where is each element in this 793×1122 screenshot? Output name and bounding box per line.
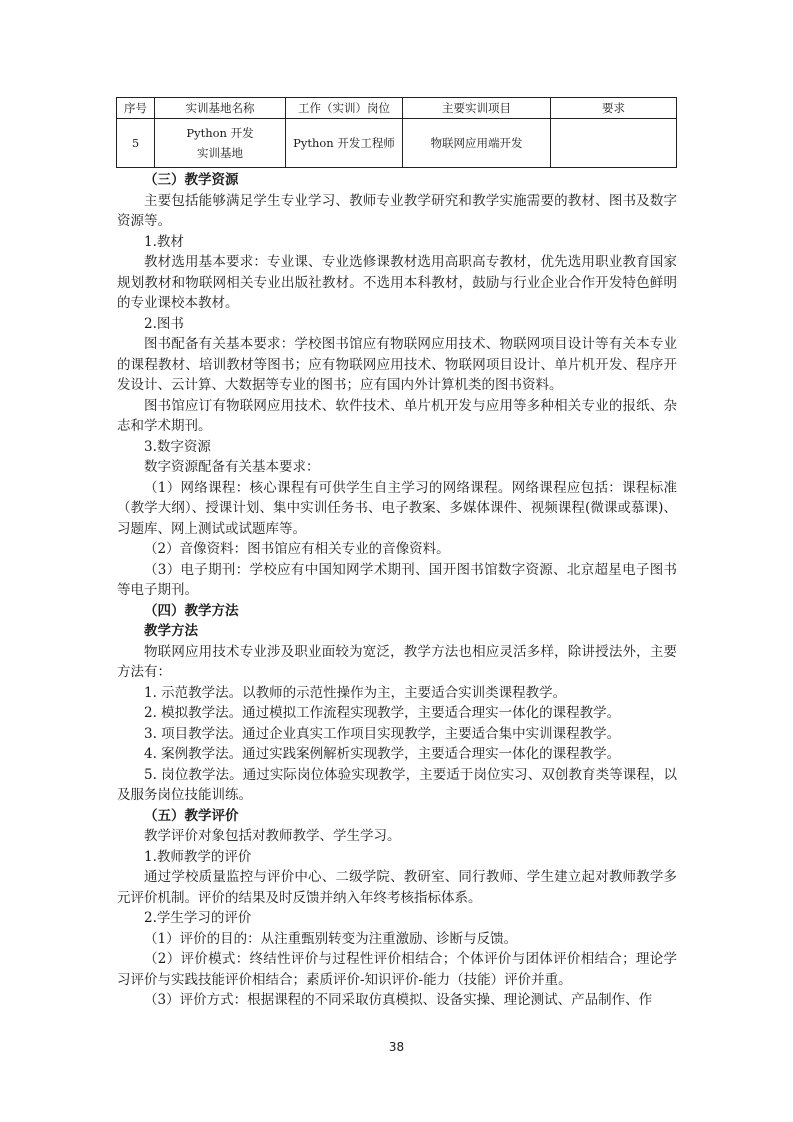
list-item: 1. 示范教学法。以教师的示范性操作为主，主要适合实训类课程教学。: [144, 684, 567, 701]
section-heading-resources: （三）教学资源: [144, 172, 239, 188]
subheading-teacher-evaluation: 1.教师教学的评价: [144, 848, 252, 865]
body-text: [117, 170, 677, 1011]
paragraph: 图书馆应订有物联网应用技术、软件技术、单片机开发与应用等多种相关专业的报纸、杂志和学术期刊。: [117, 397, 677, 434]
section-heading-methods: （四）教学方法: [144, 602, 239, 619]
subheading-student-evaluation: 2.学生学习的评价: [144, 910, 252, 926]
list-item: （1）网络课程：核心课程有可供学生自主学习的网络课程。网络课程应包括：课程标准（教学大纲）、授课计划、集中实训任务书、电子教案、多媒体课件、视频课程(微课或慕课)、习题库、网上测试或试题库等。: [117, 479, 677, 537]
table-row: [117, 119, 677, 168]
cell-requirement: [551, 119, 677, 168]
list-item: 2. 模拟教学法。通过模拟工作流程实现教学，主要适合理实一体化的课程教学。: [144, 705, 621, 721]
paragraph: 教材选用基本要求：专业课、专业选修课教材选用高职高专教材，优先选用职业教育国家规划教材和物联网相关专业出版社教材。不选用本科教材，鼓励与行业企业合作开发特色鲜明的专业课校本教材。: [117, 254, 677, 311]
paragraph: 物联网应用技术专业涉及职业面较为宽泛，教学方法也相应灵活多样，除讲授法外，主要方法有：: [117, 643, 677, 680]
header-base-name: 实训基地名称: [155, 98, 286, 119]
subheading-methods: 教学方法: [144, 623, 198, 639]
list-item: （3）评价方式：根据课程的不同采取仿真模拟、设备实操、理论测试、产品制作、作: [144, 992, 653, 1008]
list-item: 5. 岗位教学法。通过实际岗位体验实现教学，主要适于岗位实习、双创教育类等课程，以及服务岗位技能训练。: [117, 766, 677, 803]
header-no: 序号: [117, 98, 155, 119]
paragraph: 通过学校质量监控与评价中心、二级学院、教研室、同行教师、学生建立起对教师教学多元评价机制。评价的结果及时反馈并纳入年终考核指标体系。: [117, 869, 677, 906]
cell-no: 5: [117, 119, 155, 168]
subheading-textbooks: 1.教材: [144, 233, 184, 250]
section-heading-evaluation: （五）教学评价: [144, 807, 239, 824]
training-base-table: [116, 97, 677, 168]
page-number: 38: [388, 1040, 405, 1054]
subheading-digital-resources: 3.数字资源: [144, 438, 211, 455]
cell-base-name-line1: Python 开发: [186, 126, 254, 140]
paragraph: 教学评价对象包括对教师教学、学生学习。: [144, 828, 401, 844]
cell-base-name-line2: 实训基地: [197, 146, 243, 160]
paragraph: 主要包括能够满足学生专业学习、教师专业教学研究和教学实施需要的教材、图书及数字资源等。: [117, 192, 677, 229]
list-item: （1）评价的目的：从注重甄别转变为注重激励、诊断与反馈。: [144, 930, 518, 947]
cell-position: Python 开发工程师: [286, 119, 403, 168]
paragraph: 数字资源配备有关基本要求：: [144, 459, 320, 475]
header-project: 主要实训项目: [403, 98, 551, 119]
list-item: （3）电子期刊：学校应有中国知网学术期刊、国开图书馆数字资源、北京超星电子图书等电子期刊。: [117, 561, 677, 598]
subheading-books: 2.图书: [144, 315, 184, 332]
cell-project: 物联网应用端开发: [403, 119, 551, 168]
header-requirement: 要求: [551, 98, 677, 119]
paragraph: 图书配备有关基本要求：学校图书馆应有物联网应用技术、物联网项目设计等有关本专业的课程教材、培训教材等图书；应有物联网应用技术、物联网项目设计、单片机开发、程序开发设计、云计算、大数据等专业的图书；应有国内外计算机类的图书资料。: [117, 336, 677, 393]
table-header-row: [117, 98, 677, 119]
list-item: 4. 案例教学法。通过实践案例解析实现教学，主要适合理实一体化的课程教学。: [144, 746, 621, 762]
list-item: 3. 项目教学法。通过企业真实工作项目实现教学，主要适合集中实训课程教学。: [144, 725, 621, 742]
list-item: （2）评价模式：终结性评价与过程性评价相结合；个体评价与团体评价相结合；理论学习评价与实践技能评价相结合；素质评价-知识评价-能力（技能）评价并重。: [117, 951, 677, 988]
cell-base-name: [155, 119, 286, 168]
list-item: （2）音像资料：图书馆应有相关专业的音像资料。: [144, 541, 450, 557]
header-position: 工作（实训）岗位: [286, 98, 403, 119]
